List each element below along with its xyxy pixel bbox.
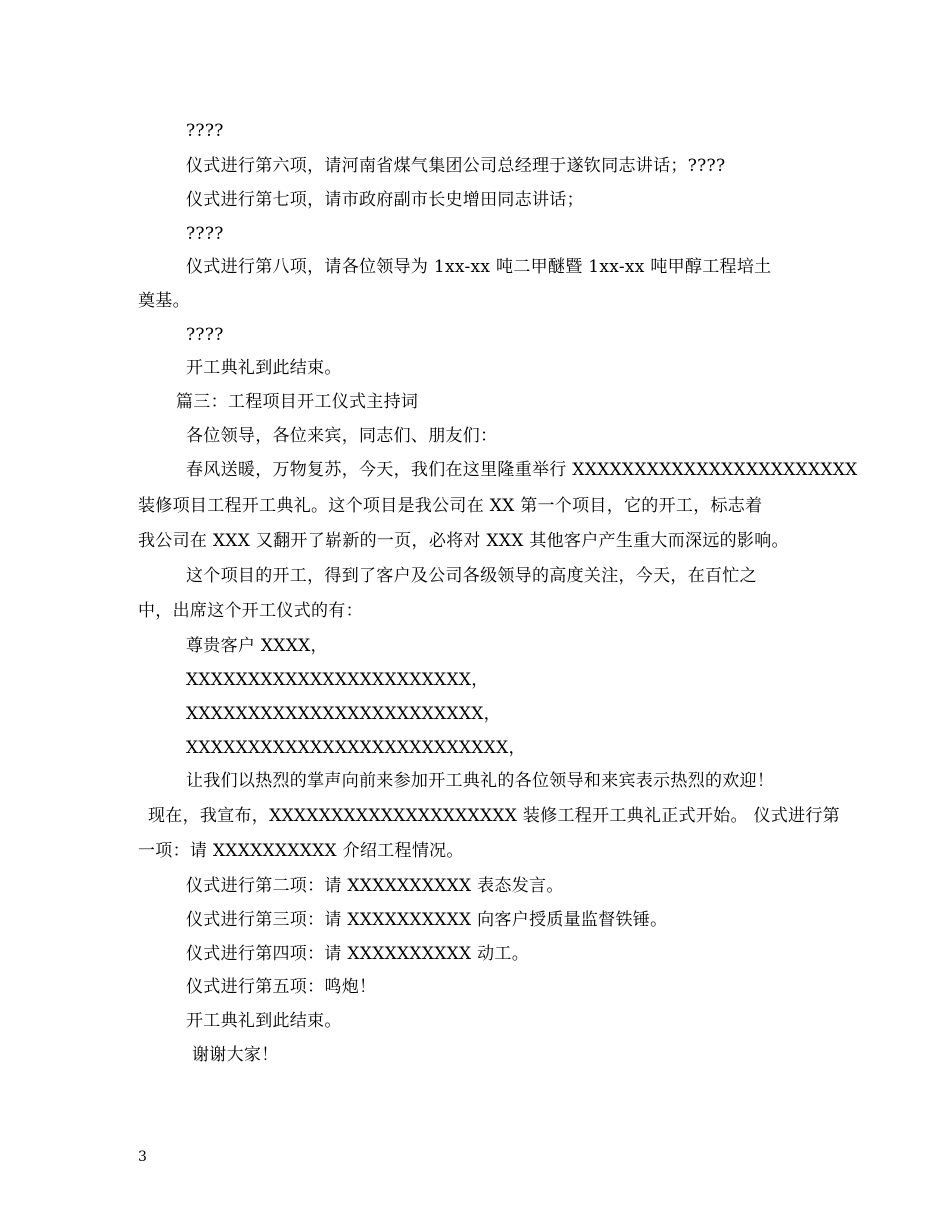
text-line: 一项：请 XXXXXXXXXX 介绍工程情况。 [138, 841, 464, 861]
text-line: XXXXXXXXXXXXXXXXXXXXXXXX， [186, 704, 501, 724]
text-line: 仪式进行第五项：鸣炮！ [186, 977, 377, 997]
text-line: XXXXXXXXXXXXXXXXXXXXXXXXXX， [186, 738, 526, 758]
text-line: 仪式进行第六项，请河南省煤气集团公司总经理于遂钦同志讲话；???? [186, 156, 726, 176]
text-line: 仪式进行第七项，请市政府副市长史增田同志讲话； [186, 190, 584, 210]
text-line: ???? [186, 121, 224, 141]
section-heading: 篇三：工程项目开工仪式主持词 [176, 392, 419, 412]
text-line: 装修项目工程开工典礼。这个项目是我公司在 XX 第一个项目，它的开工，标志着 [138, 496, 763, 516]
text-line: 各位领导，各位来宾，同志们、朋友们： [186, 426, 498, 446]
text-line: 开工典礼到此结束。 [186, 358, 342, 378]
text-line: 开工典礼到此结束。 [186, 1011, 342, 1031]
text-line: ???? [186, 325, 224, 345]
text-line: ???? [186, 224, 224, 244]
text-line: XXXXXXXXXXXXXXXXXXXXXXX， [186, 670, 489, 690]
text-line: 奠基。 [138, 291, 190, 311]
text-line: 仪式进行第二项：请 XXXXXXXXXX 表态发言。 [186, 876, 564, 896]
text-line: 尊贵客户 XXXX， [186, 636, 328, 656]
text-line: 现在，我宣布，XXXXXXXXXXXXXXXXXXXX 装修工程开工典礼正式开始。 仪式进行第 [148, 806, 840, 826]
text-line: 春风送暖，万物复苏，今天，我们在这里隆重举行 XXXXXXXXXXXXXXXXXXXXXXX [186, 460, 858, 480]
text-line: 让我们以热烈的掌声向前来参加开工典礼的各位领导和来宾表示热烈的欢迎！ [186, 771, 775, 791]
text-line: 仪式进行第八项，请各位领导为 1xx-xx 吨二甲醚暨 1xx-xx 吨甲醇工程培土 [186, 257, 772, 277]
page-number: 3 [138, 1149, 147, 1165]
text-line: 我公司在 XXX 又翻开了崭新的一页，必将对 XXX 其他客户产生重大而深远的影响。 [138, 531, 789, 551]
text-line: 谢谢大家！ [192, 1045, 279, 1065]
text-line: 这个项目的开工，得到了客户及公司各级领导的高度关注，今天，在百忙之 [186, 566, 757, 586]
text-line: 仪式进行第三项：请 XXXXXXXXXX 向客户授质量监督铁锤。 [186, 910, 668, 930]
text-line: 中，出席这个开工仪式的有： [138, 601, 363, 621]
text-line: 仪式进行第四项：请 XXXXXXXXXX 动工。 [186, 944, 530, 964]
